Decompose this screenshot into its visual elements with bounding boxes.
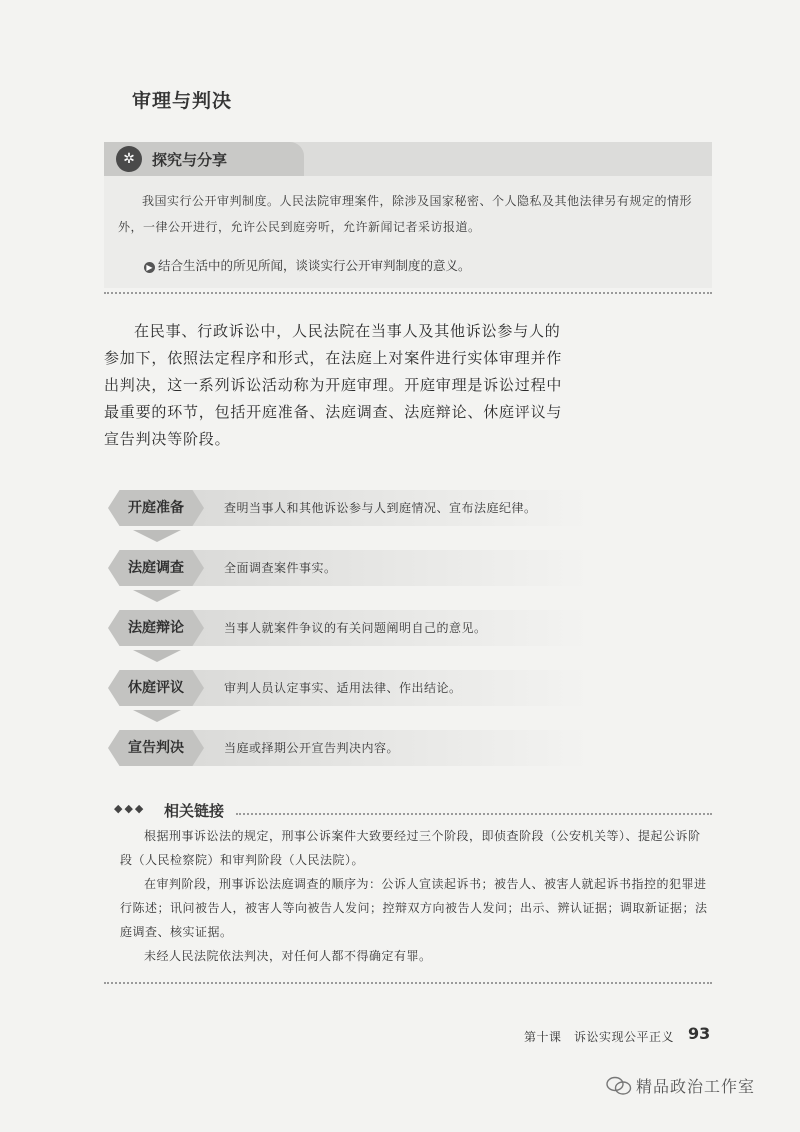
stage-desc: 全面调查案件事实。 — [224, 561, 337, 575]
down-arrow-icon — [133, 530, 181, 542]
diamond-bullets-icon: ◆◆◆ — [114, 802, 146, 815]
stage-desc: 查明当事人和其他诉讼参与人到庭情况、宣布法庭纪律。 — [224, 501, 537, 515]
main-paragraph: 在民事、行政诉讼中，人民法院在当事人及其他诉讼参与人的参加下，依照法定程序和形式，在法庭上对案件进行实体审理并作出判决，这一系列诉讼活动称为开庭审理。开庭审理是诉讼过程中最重要的环节，包括开庭准备、法庭调查、法庭辩论、休庭评议与宣告判决等阶段。 — [104, 322, 563, 448]
explore-text: 我国实行公开审判制度。人民法院审理案件，除涉及国家秘密、个人隐私及其他法律另有规定的情形外，一律公开进行，允许公民到庭旁听，允许新闻记者采访报道。 — [118, 194, 693, 234]
stage-row — [108, 730, 588, 766]
stage-name: 开庭准备 — [128, 500, 184, 516]
stage-row — [108, 670, 588, 706]
stage-name: 法庭辩论 — [128, 620, 184, 636]
explore-box — [104, 142, 712, 292]
stage-row — [108, 550, 588, 586]
section-title: 审理与判决 — [132, 90, 233, 112]
explore-label: 探究与分享 — [152, 151, 228, 169]
related-links-title: 相关链接 — [164, 802, 225, 820]
related-paragraph: 根据刑事诉讼法的规定，刑事公诉案件大致要经过三个阶段，即侦查阶段（公安机关等）、提起公诉阶段（人民检察院）和审判阶段（人民法院）。 — [120, 829, 701, 867]
related-paragraph: 未经人民法院依法判决，对任何人都不得确定有罪。 — [144, 949, 432, 963]
divider-dotted — [236, 813, 712, 815]
play-bullet-icon: ▶ — [144, 262, 155, 273]
explore-body — [104, 176, 712, 288]
explore-question-text: 结合生活中的所见所闻，谈谈实行公开审判制度的意义。 — [158, 258, 471, 273]
stage-desc: 审判人员认定事实、适用法律、作出结论。 — [224, 681, 462, 695]
divider-dotted — [104, 982, 712, 984]
stage-name: 法庭调查 — [128, 560, 184, 576]
explore-question — [144, 256, 471, 274]
stage-row — [108, 610, 588, 646]
lesson-title: 第十课 诉讼实现公平正义 — [524, 1030, 675, 1044]
down-arrow-icon — [133, 710, 181, 722]
explore-tab — [104, 142, 304, 176]
down-arrow-icon — [133, 650, 181, 662]
down-arrow-icon — [133, 590, 181, 602]
related-paragraph: 在审判阶段，刑事诉讼法庭调查的顺序为：公诉人宣读起诉书；被告人、被害人就起诉书指控的犯罪进行陈述；讯问被告人，被害人等向被告人发问；控辩双方向被告人发问；出示、辨认证据；调取新证据；法庭调查、核实证据。 — [120, 877, 708, 939]
divider-dotted — [104, 292, 712, 294]
stage-desc: 当庭或择期公开宣告判决内容。 — [224, 741, 400, 755]
stage-desc: 当事人就案件争议的有关问题阐明自己的意见。 — [224, 621, 487, 635]
stage-name: 宣告判决 — [128, 740, 184, 756]
page-number: 93 — [688, 1024, 711, 1043]
stage-row — [108, 490, 588, 526]
chat-bubbles-icon — [606, 1076, 632, 1096]
watermark-text: 精品政治工作室 — [636, 1077, 756, 1096]
puzzle-icon: ✲ — [116, 146, 142, 172]
stage-name: 休庭评议 — [128, 680, 184, 696]
